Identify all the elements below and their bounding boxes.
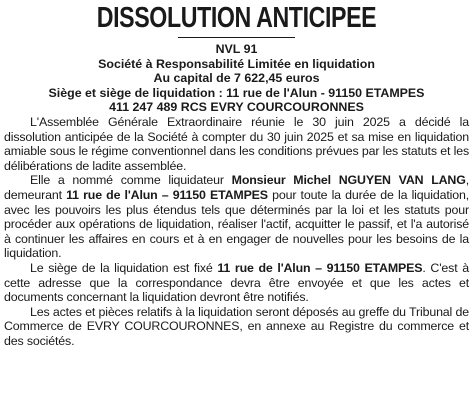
paragraph-seat-text-1: Le siège de la liquidation est fixé bbox=[30, 260, 218, 275]
liquidator-name: Monsieur Michel NGUYEN VAN LANG bbox=[231, 173, 466, 188]
paragraph-liquidation-seat bbox=[4, 261, 469, 305]
paragraph-seat-text-2: . C'est à cette adresse que la correspondance devra être envoyée et que les actes et documents concernant la liquidation devront être notifiés. bbox=[4, 260, 470, 305]
paragraph-liquidator bbox=[4, 173, 469, 261]
paragraph-liquidator-text-2: , demeurant bbox=[4, 173, 469, 202]
title-divider bbox=[178, 37, 295, 38]
liquidator-address: 11 rue de l'Alun – 91150 ETAMPES bbox=[66, 187, 268, 202]
company-legal-form: Société à Responsabilité Limitée en liquidation bbox=[98, 56, 375, 71]
company-header bbox=[4, 42, 469, 115]
company-seat: Siège et siège de liquidation : 11 rue de l'Alun - 91150 ETAMPES bbox=[48, 85, 425, 100]
paragraph-liquidator-text-3: pour toute la durée de la liquidation, avec les pouvoirs les plus étendus tels que déterminés par la loi et les statuts pour procéder aux opérations de liquidation, réaliser l'actif, acquitter le passif, et l'a autorisé à continuer les affaires en cours et à en engager de nouvelles pour les besoins de la liquidation. bbox=[4, 187, 470, 261]
company-name: NVL 91 bbox=[215, 42, 258, 56]
notice-title: DISSOLUTION ANTICIPEE bbox=[96, 2, 377, 34]
legal-notice bbox=[4, 2, 469, 348]
paragraph-filing: Les actes et pièces relatifs à la liquidation seront déposés au greffe du Tribunal de Commerce de EVRY COURCOURONNES, en annexe au Registre du commerce et des sociétés. bbox=[4, 304, 469, 348]
paragraph-liquidator-text-1: Elle a nommé comme liquidateur bbox=[30, 173, 232, 188]
company-capital: Au capital de 7 622,45 euros bbox=[153, 71, 320, 86]
liquidation-seat-address: 11 rue de l'Alun – 91150 ETAMPES bbox=[217, 260, 423, 275]
notice-body bbox=[4, 115, 469, 349]
paragraph-dissolution: L'Assemblée Générale Extraordinaire réunie le 30 juin 2025 a décidé la dissolution anticipée de la Société à compter du 30 juin 2025 et sa mise en liquidation amiable sous le régime conventionnel dans les conditions prévues par les statuts et les délibérations de ladite assemblée. bbox=[4, 114, 469, 173]
company-rcs: 411 247 489 RCS EVRY COURCOURONNES bbox=[109, 100, 364, 115]
